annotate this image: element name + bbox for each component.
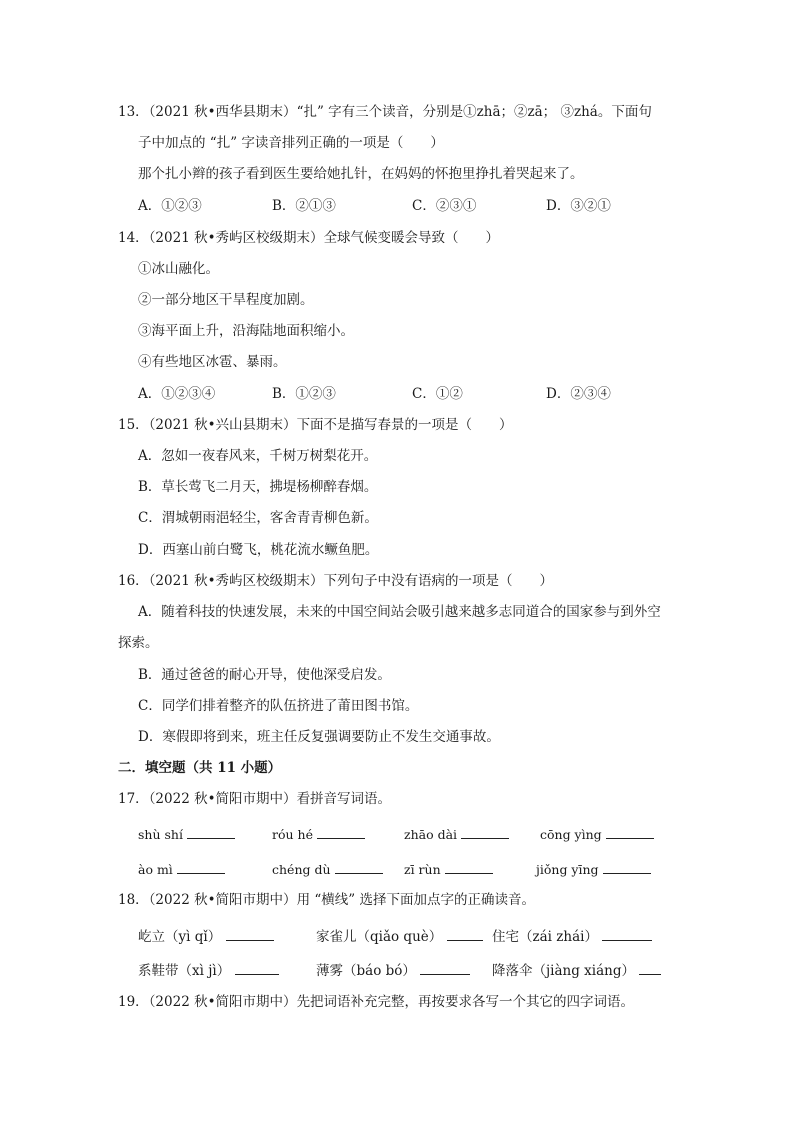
question-text: 先把词语补充完整，再按要求各写一个其它的四字词语。 [296, 994, 635, 1010]
question-13-line2: 子中加点的 “扎” 字读音排列正确的一项是（ ） [138, 135, 444, 151]
question-source: （2022 秋•简阳市期中） [148, 892, 297, 908]
question-number: 19． [118, 994, 149, 1010]
question-text: 全球气候变暖会导致（ ） [323, 230, 500, 246]
list-item: ②一部分地区干旱程度加剧。 [138, 292, 314, 308]
question-number: 14． [118, 230, 149, 246]
pinyin: zhāo dài [404, 827, 458, 842]
question-15-line1 [118, 416, 513, 434]
question-text: 下列句子中没有语病的一项是（ ） [323, 573, 554, 589]
option-c[interactable]: C．同学们排着整齐的队伍挤进了莆田图书馆。 [138, 698, 419, 714]
reading-choice: 住宅（zái zhái） [492, 929, 598, 945]
option-a[interactable]: A．忽如一夜春风来，千树万树梨花开。 [138, 448, 378, 464]
answer-blank[interactable] [420, 960, 470, 975]
reading-item [316, 926, 483, 946]
option-c[interactable]: C．②③① [412, 198, 477, 214]
question-source: （2021 秋•兴山县期末） [148, 417, 297, 433]
question-13-line1 [118, 103, 652, 121]
pinyin-item [536, 859, 651, 879]
pinyin-item [138, 824, 235, 844]
section-heading: 二．填空题（共 11 小题） [118, 760, 282, 776]
list-item: ④有些地区冰雹、暴雨。 [138, 354, 287, 370]
question-number: 18． [118, 892, 149, 908]
reading-item [138, 960, 279, 980]
answer-blank[interactable] [602, 926, 652, 941]
pinyin-item [272, 859, 383, 879]
answer-blank[interactable] [445, 859, 493, 874]
answer-blank[interactable] [226, 926, 274, 941]
reading-choice: 薄雾（báo bó） [316, 963, 416, 979]
option-b[interactable]: B．①②③ [272, 386, 336, 402]
option-b[interactable]: B．通过爸爸的耐心开导，使他深受启发。 [138, 667, 391, 683]
list-item: ①冰山融化。 [138, 261, 219, 277]
option-c[interactable]: C．渭城朝雨浥轻尘，客舍青青柳色新。 [138, 510, 378, 526]
option-d[interactable]: D．②③④ [546, 386, 611, 402]
question-19-line1 [118, 993, 634, 1011]
reading-choice: 系鞋带（xì jì） [138, 963, 231, 979]
option-d[interactable]: D．西塞山前白鹭飞，桃花流水鳜鱼肥。 [138, 542, 379, 558]
answer-blank[interactable] [639, 960, 661, 975]
question-16-line1 [118, 572, 553, 590]
question-source: （2022 秋•简阳市期中） [148, 791, 297, 807]
option-a[interactable]: A．随着科技的快速发展，未来的中国空间站会吸引越来越多志同道合的国家参与到外空 [138, 604, 661, 620]
answer-blank[interactable] [335, 859, 383, 874]
pinyin: jiǒng yīng [536, 862, 599, 877]
pinyin: zī rùn [404, 862, 441, 877]
pinyin: chéng dù [272, 862, 331, 877]
option-a[interactable]: A．①②③ [138, 198, 202, 214]
question-text: 下面不是描写春景的一项是（ ） [296, 417, 513, 433]
pinyin-item [272, 824, 365, 844]
question-14-line1 [118, 229, 499, 247]
reading-item [316, 960, 470, 980]
reading-choice: 家雀儿（qiǎo què） [316, 929, 443, 945]
answer-blank[interactable] [187, 824, 235, 839]
reading-item [138, 926, 274, 946]
pinyin: róu hé [272, 827, 313, 842]
reading-choice: 屹立（yì qǐ） [138, 929, 222, 945]
question-text: 用 “横线” 选择下面加点字的正确读音。 [296, 892, 535, 908]
answer-blank[interactable] [177, 859, 225, 874]
answer-blank[interactable] [461, 824, 509, 839]
reading-item [492, 960, 661, 980]
answer-blank[interactable] [447, 926, 483, 941]
question-17-line1 [118, 790, 391, 808]
question-18-line1 [118, 891, 535, 909]
answer-blank[interactable] [606, 824, 654, 839]
question-13-sentence: 那个扎小辫的孩子看到医生要给她扎针，在妈妈的怀抱里挣扎着哭起来了。 [138, 166, 584, 182]
question-source: （2021 秋•秀屿区校级期末） [148, 573, 324, 589]
answer-blank[interactable] [235, 960, 279, 975]
question-text: 看拼音写词语。 [296, 791, 392, 807]
question-number: 16． [118, 573, 149, 589]
option-d[interactable]: D．寒假即将到来，班主任反复强调要防止不发生交通事故。 [138, 729, 500, 745]
option-b[interactable]: B．草长莺飞二月天，拂堤杨柳醉春烟。 [138, 479, 378, 495]
pinyin-item [404, 859, 493, 879]
pinyin-item [540, 824, 654, 844]
pinyin: cōng yìng [540, 827, 602, 842]
answer-blank[interactable] [603, 859, 651, 874]
option-c[interactable]: C．①② [412, 386, 463, 402]
question-source: （2021 秋•西华县期末） [148, 104, 297, 120]
question-number: 15． [118, 417, 149, 433]
question-text: “扎” 字有三个读音，分别是①zhā；②zā； ③zhá。下面句 [296, 104, 652, 120]
pinyin-item [138, 859, 225, 879]
pinyin: shù shí [138, 827, 183, 842]
answer-blank[interactable] [317, 824, 365, 839]
reading-choice: 降落伞（jiàng xiáng） [492, 963, 635, 979]
option-b[interactable]: B．②①③ [272, 198, 336, 214]
option-a[interactable]: A．①②③④ [138, 386, 216, 402]
pinyin: ào mì [138, 862, 173, 877]
pinyin-item [404, 824, 509, 844]
option-a-continued: 探索。 [118, 635, 159, 651]
reading-item [492, 926, 652, 946]
question-source: （2021 秋•秀屿区校级期末） [148, 230, 324, 246]
question-number: 17． [118, 791, 149, 807]
option-d[interactable]: D．③②① [546, 198, 611, 214]
question-number: 13． [118, 104, 149, 120]
question-source: （2022 秋•简阳市期中） [148, 994, 297, 1010]
list-item: ③海平面上升，沿海陆地面积缩小。 [138, 323, 354, 339]
